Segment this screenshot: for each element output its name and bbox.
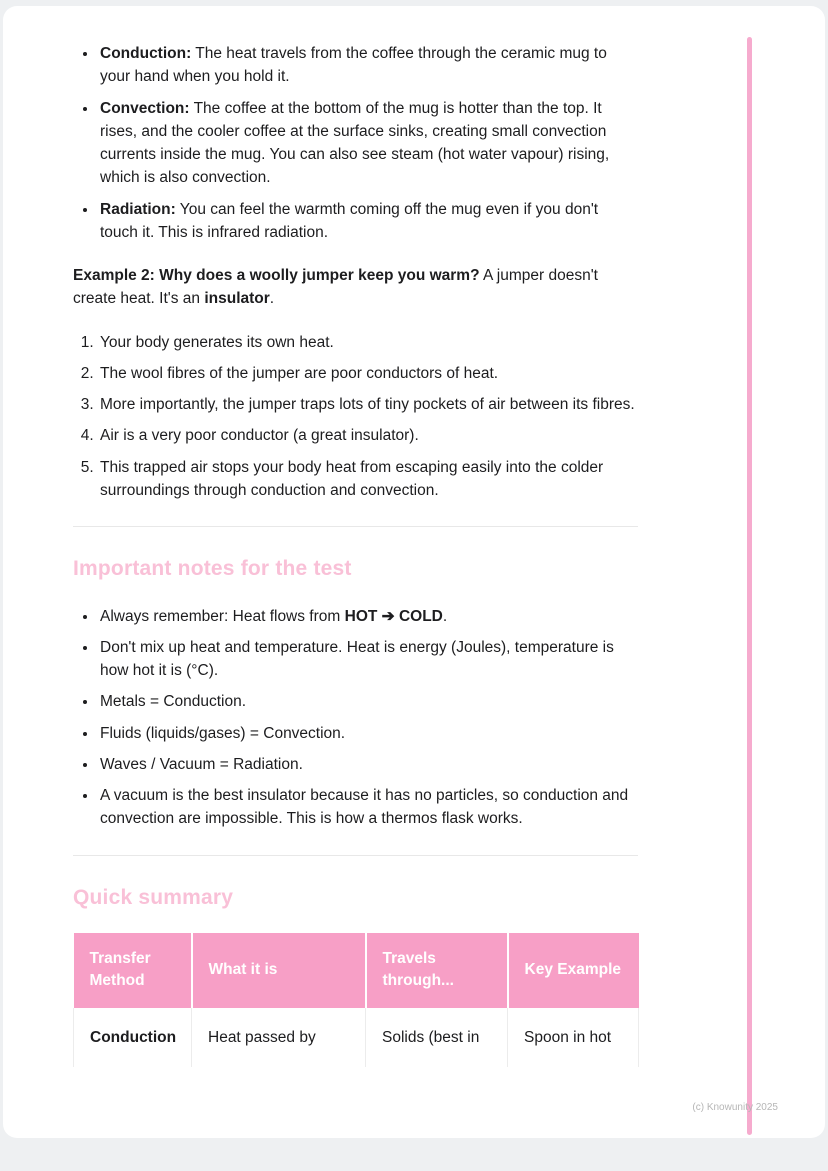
numbered-item: 1. Your body generates its own heat. [98,331,638,354]
example2-period: . [269,290,275,308]
heading-quick-summary: Quick summary [73,885,234,909]
note-item [98,636,638,683]
note-text: Don't mix up heat and temperature. Heat is energy (Joules), temperature is how hot it is (°C). [100,638,614,679]
note-item [98,722,638,745]
summary-table-body [74,1008,639,1067]
important-notes-bullet-list [73,605,638,831]
heading-important-notes: Important notes for the test [73,557,352,580]
table-cell-method: Conduction [74,1008,192,1067]
note-item [98,605,638,628]
table-header-cell-key-example: Key Example [508,933,639,1008]
scrollbar-thumb[interactable] [747,37,752,1135]
note-item [98,690,638,713]
note-text: . [442,607,448,625]
note-item [98,753,638,776]
note-bold: HOT ➔ COLD [344,607,443,625]
insulator-term: insulator [204,290,270,308]
note-text: Fluids (liquids/gases) = Convection. [100,724,346,742]
list-item-conduction [98,42,638,89]
section-divider [73,526,638,527]
note-text: Waves / Vacuum = Radiation. [100,755,303,773]
jumper-numbered-list [73,331,638,503]
table-header-cell-travels-through: Travels through... [366,933,508,1008]
list-item-radiation [98,198,638,245]
heat-transfer-bullet-list [73,42,638,244]
document-page [3,6,825,1138]
copyright-watermark: (c) Knowunity 2025 [692,1102,778,1113]
example2-question: Example 2: Why does a woolly jumper keep you warm? [73,267,480,284]
item-text: The heat travels from the coffee through the ceramic mug to your hand when you hold it. [100,45,607,86]
example2-text: A jumper doesn't create heat. It's an [73,267,598,308]
list-item-convection [98,97,638,190]
table-row-conduction [74,1008,639,1067]
summary-table-header [74,933,639,1008]
note-text: A vacuum is the best insulator because it has no particles, so conduction and convection are impossible. This is how a thermos flask works. [100,787,629,828]
table-header-cell-transfer-method: Transfer Method [74,933,192,1008]
table-header-row [74,933,639,1008]
note-item [98,784,638,831]
term-label: Conduction: [100,45,192,62]
table-cell-description: Heat passed by [192,1008,366,1067]
note-text: Always remember: Heat flows from [100,607,345,625]
numbered-item: 3. More importantly, the jumper traps lots of tiny pockets of air between its fibres. [98,393,638,416]
section-divider [73,855,638,856]
numbered-item: 2. The wool fibres of the jumper are poor conductors of heat. [98,362,638,385]
table-cell-medium: Solids (best in [366,1008,508,1067]
note-text: Metals = Conduction. [100,693,247,711]
item-text: You can feel the warmth coming off the mug even if you don't touch it. This is infrared radiation. [100,200,599,241]
example2-paragraph [73,264,638,311]
table-header-cell-what-it-is: What it is [192,933,366,1008]
term-label: Convection: [100,99,190,117]
table-cell-example: Spoon in hot [508,1008,639,1067]
summary-table [73,933,639,1067]
document-content [73,42,638,1067]
numbered-item: 5. This trapped air stops your body heat from escaping easily into the colder surroundings through conduction and convection. [98,456,638,503]
item-text: The coffee at the bottom of the mug is hotter than the top. It rises, and the cooler coffee at the surface sinks, creating small convection currents inside the mug. You can also see steam (hot water vapour) rising, which is also convection. [100,99,610,187]
numbered-item: 4. Air is a very poor conductor (a great insulator). [98,424,638,447]
term-label: Radiation: [100,200,176,218]
